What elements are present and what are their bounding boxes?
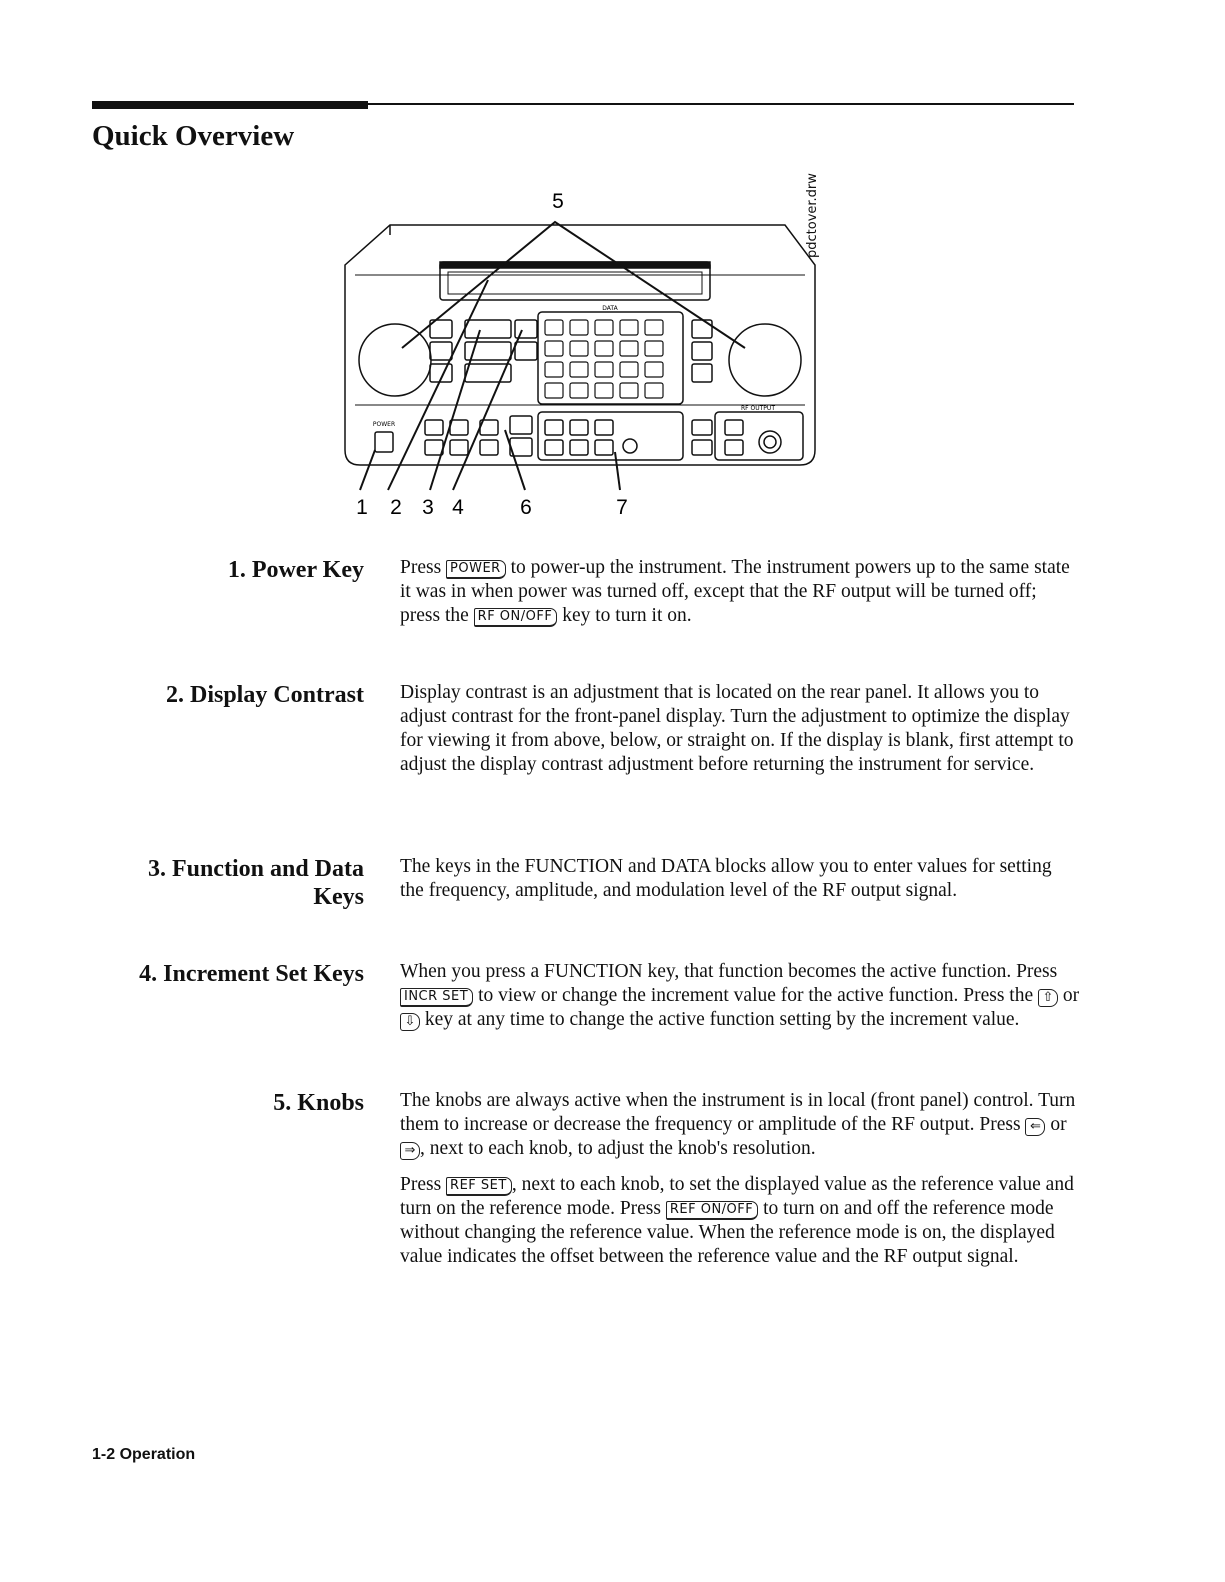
callout-5: 5 [552, 190, 564, 213]
up-arrow-key-icon: ⇧ [1038, 989, 1058, 1007]
section-text: Display contrast is an adjustment that is located on the rear panel. It allows you to adjust contrast for the front-panel display. Turn the adjustment to optimize the display for viewing it from above, below, or straight on. If the display is blank, first attempt to adjust the display contrast adjustment before returning the instrument for service. [400, 682, 1074, 775]
callout-3: 3 [422, 496, 434, 519]
callout-4: 4 [452, 496, 464, 519]
section-heading: 1. Power Key [227, 557, 364, 583]
right-arrow-key-icon: ⇒ [400, 1142, 420, 1160]
section-text: The knobs are always active when the instrument is in local (front panel) control. Turn them to increase or decrease the frequency or amplitude of the RF output. Press ⇐ or ⇒ , next to each knob, to adjust the knob's resolution. [400, 1090, 1076, 1159]
down-arrow-key-icon: ⇩ [400, 1013, 420, 1031]
section-text: When you press a FUNCTION key, that function becomes the active function. Press INCR SET to view or change the increment value for the active function. Press the ⇧ or ⇩ key at any time to change the active function setting by the increment value. [400, 961, 1080, 1030]
section-heading: 3. Function and Data Keys [147, 856, 364, 910]
page-title: Quick Overview [92, 120, 295, 152]
section-text: Press REF SET , next to each knob, to set the displayed value as the reference value and turn on the reference mode. Press REF ON/OFF to turn on and off the reference mode without changing the reference value. When the reference mode is on, the displayed value indicates the offset between the reference value and the RF output signal. [400, 1174, 1074, 1267]
drawing-id: pdctover.drw [805, 173, 820, 258]
power-key-icon: POWER [446, 560, 506, 579]
callout-6: 6 [520, 496, 532, 519]
ref-set-key-icon: REF SET [446, 1177, 512, 1196]
callout-2: 2 [390, 496, 402, 519]
page-footer: 1-2 Operation [92, 1446, 196, 1463]
header-rule-tab [92, 101, 368, 109]
section-heading: 2. Display Contrast [165, 682, 364, 708]
incr-set-key-icon: INCR SET [400, 988, 473, 1007]
callout-1: 1 [356, 496, 368, 519]
section-text: The keys in the FUNCTION and DATA blocks allow you to enter values for setting the frequency, amplitude, and modulation level of the RF output signal. [400, 856, 1052, 901]
section-text: Press POWER to power-up the instrument. The instrument powers up to the same state it was in when power was turned off, except that the RF output will be turned off; press the RF ON/OFF key to turn it on. [400, 557, 1070, 626]
front-panel-figure [330, 180, 850, 525]
ref-on-off-key-icon: REF ON/OFF [666, 1201, 758, 1220]
left-arrow-key-icon: ⇐ [1025, 1118, 1045, 1136]
section-heading: 4. Increment Set Keys [139, 961, 364, 987]
panel-label-power: POWER [372, 421, 396, 428]
rf-on-off-key-icon: RF ON/OFF [474, 608, 558, 627]
panel-label-data: DATA [602, 305, 618, 312]
section-heading: 5. Knobs [273, 1090, 364, 1116]
panel-label-rf-output: RF OUTPUT [741, 405, 775, 412]
callout-7: 7 [616, 496, 628, 519]
